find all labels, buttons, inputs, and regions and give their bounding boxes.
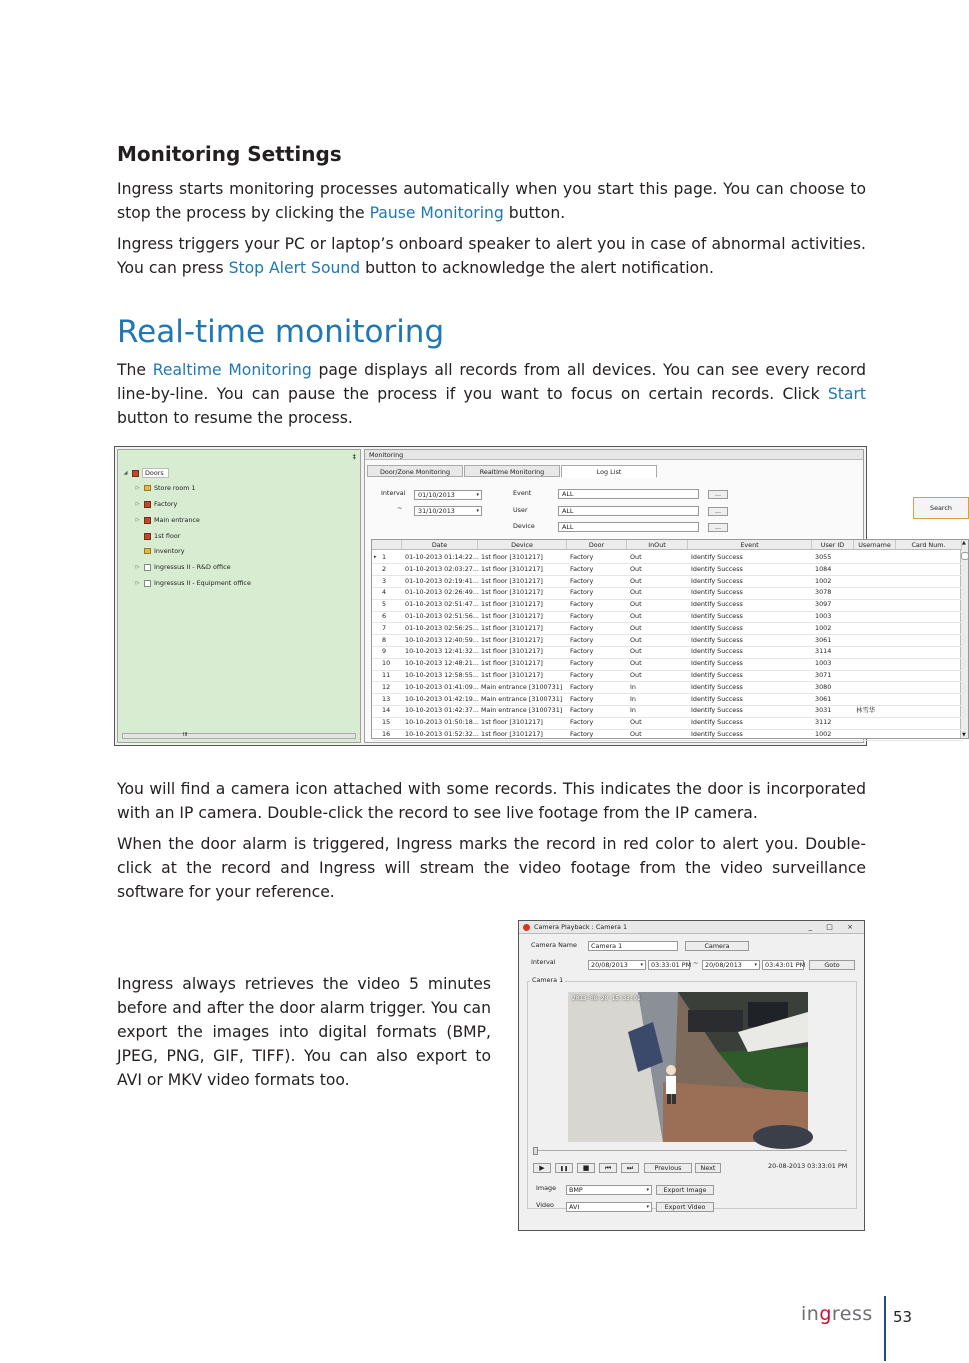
window-controls[interactable]: _ □ × [808, 923, 859, 931]
to-date-field[interactable] [702, 960, 760, 970]
column-header[interactable]: Device [478, 540, 567, 550]
log-list-screenshot [114, 446, 966, 746]
tree-horizontal-scrollbar[interactable] [122, 733, 356, 739]
tree-label: Ingressus II - R&D office [154, 563, 231, 571]
table-cell[interactable]: 13 [382, 694, 391, 703]
paragraph-pause [117, 177, 866, 225]
table-cell[interactable]: 6 [382, 612, 387, 620]
table-cell[interactable]: Identify Success [691, 588, 743, 597]
text: button to resume the process. [117, 409, 353, 427]
paragraph-alert [117, 232, 866, 280]
rewind-icon: ⏮ [604, 1164, 612, 1172]
tree-label: Inventory [154, 547, 185, 555]
table-cell[interactable]: 2 [382, 564, 387, 573]
table-cell[interactable]: 10-10-2013 12:48:21... [405, 659, 479, 668]
table-cell[interactable]: Identify Success [691, 647, 743, 656]
chevron-down-icon[interactable]: ▾ [640, 962, 643, 968]
camera-name-label: Camera Name [531, 941, 577, 949]
table-cell[interactable]: 1st floor [3101217] [481, 623, 543, 632]
table-cell[interactable]: 01-10-2013 02:51:56... [405, 612, 479, 620]
table-cell[interactable]: 10-10-2013 01:41:09... [405, 682, 479, 691]
table-cell[interactable]: Factory [570, 635, 594, 644]
fast-forward-icon: ⏭ [626, 1164, 634, 1172]
table-cell[interactable]: 3061 [815, 694, 832, 703]
table-cell[interactable]: Out [630, 671, 642, 679]
table-cell[interactable]: 林雪华 [856, 706, 876, 715]
user-browse-button[interactable]: ... [708, 507, 728, 516]
event-browse-button[interactable]: ... [708, 490, 728, 499]
chevron-down-icon[interactable]: ▾ [476, 492, 479, 498]
pause-icon: ❚❚ [559, 1166, 569, 1172]
collapse-icon[interactable]: ◢ [123, 470, 128, 476]
table-cell[interactable]: Out [630, 623, 642, 632]
window-titlebar [519, 921, 864, 934]
table-cell[interactable]: Identify Success [691, 635, 743, 644]
table-cell[interactable]: 1st floor [3101217] [481, 588, 543, 597]
device-field[interactable]: ALL [558, 522, 699, 532]
interval-label: Interval [381, 489, 406, 497]
field-value: 31/10/2013 [418, 507, 455, 515]
camera-name-field[interactable]: Camera 1 [588, 941, 678, 951]
table-cell[interactable]: Out [630, 588, 642, 597]
search-button[interactable]: Search [913, 497, 969, 519]
table-cell[interactable]: 1st floor [3101217] [481, 671, 543, 679]
table-cell[interactable]: 10-10-2013 01:52:32... [405, 730, 479, 738]
column-header[interactable]: Date [402, 540, 478, 550]
table-cell[interactable]: 1084 [815, 564, 832, 573]
door-icon [144, 501, 151, 508]
table-cell[interactable]: 10-10-2013 12:58:55... [405, 671, 479, 679]
table-cell[interactable]: 15 [382, 718, 391, 727]
table-cell[interactable]: 1st floor [3101217] [481, 553, 543, 561]
table-cell[interactable]: 1st floor [3101217] [481, 576, 543, 585]
video-footage-image [568, 992, 808, 1142]
table-cell[interactable]: 11 [382, 671, 391, 679]
scroll-thumb[interactable] [961, 552, 969, 560]
tab-door-zone-monitoring[interactable]: Door/Zone Monitoring [367, 465, 463, 477]
interval-from-field[interactable] [414, 490, 482, 500]
tree-item[interactable] [134, 563, 231, 571]
expand-icon[interactable]: ▷ [135, 517, 140, 523]
event-field[interactable]: ALL [558, 489, 699, 499]
table-cell[interactable]: 1st floor [3101217] [481, 647, 543, 656]
table-cell[interactable]: 3071 [815, 671, 832, 679]
table-cell[interactable]: Factory [570, 553, 594, 561]
table-cell[interactable]: Identify Success [691, 612, 743, 620]
image-label: Image [536, 1184, 557, 1192]
paragraph-export: Ingress always retrieves the video 5 minutes before and after the door alarm trigger. You can export the images into digital formats (BMP, JPEG, PNG, GIF, TIFF). You can also export to AVI or MKV video formats too. [117, 975, 491, 1089]
scroll-down-icon[interactable]: ▼ [962, 732, 966, 738]
monitoring-pane [364, 449, 966, 743]
table-cell[interactable]: Out [630, 730, 642, 738]
table-cell[interactable]: 1002 [815, 730, 832, 738]
table-cell[interactable]: Out [630, 564, 642, 573]
scroll-up-icon[interactable]: ▲ [962, 540, 966, 546]
table-cell[interactable]: Factory [570, 576, 594, 585]
camera-video-frame[interactable] [568, 992, 808, 1142]
tree-item[interactable] [134, 500, 177, 508]
table-cell[interactable]: Factory [570, 623, 594, 632]
table-cell[interactable]: Factory [570, 706, 594, 715]
tree-item[interactable] [144, 532, 180, 540]
section-heading: Monitoring Settings [117, 142, 342, 166]
table-cell[interactable]: In [630, 694, 636, 703]
table-cell[interactable]: 01-10-2013 02:03:27... [405, 564, 479, 573]
realtime-monitoring-link: Realtime Monitoring [152, 361, 312, 379]
interval-label: Interval [531, 958, 556, 966]
table-cell[interactable]: Out [630, 647, 642, 656]
table-cell[interactable]: Out [630, 718, 642, 727]
user-label: User [513, 506, 528, 514]
table-cell[interactable]: 01-10-2013 02:19:41... [405, 576, 479, 585]
chevron-down-icon[interactable]: ▾ [646, 1187, 649, 1193]
table-cell[interactable]: 01-10-2013 01:14:22... [405, 553, 479, 561]
tree-label: Store room 1 [154, 484, 196, 492]
paragraph-door-alarm: When the door alarm is triggered, Ingress marks the record in red color to alert you. Double-click at the record and Ingress will stream the video footage from the video surveillance software for your reference. [117, 835, 866, 901]
tree-label: Factory [154, 500, 178, 508]
door-icon [144, 533, 151, 540]
table-cell[interactable]: 3055 [815, 553, 832, 561]
column-header[interactable]: Event [688, 540, 812, 550]
table-cell[interactable]: 1002 [815, 623, 832, 632]
door-icon [144, 580, 151, 587]
column-header[interactable]: User ID [812, 540, 854, 550]
column-header[interactable]: Door [567, 540, 627, 550]
table-cell[interactable]: Factory [570, 600, 594, 609]
from-date-field[interactable] [588, 960, 646, 970]
current-row-marker: ▸ [374, 554, 377, 560]
table-cell[interactable]: 3 [382, 576, 387, 585]
goto-button[interactable]: Goto [809, 960, 855, 970]
table-cell[interactable]: Identify Success [691, 576, 743, 585]
table-cell[interactable]: 5 [382, 600, 387, 609]
table-cell[interactable]: 01-10-2013 02:51:47... [405, 600, 479, 609]
table-cell[interactable]: Main entrance [3100731] [481, 694, 563, 703]
table-cell[interactable]: Identify Success [691, 730, 743, 738]
tree-label: 1st floor [154, 532, 181, 540]
column-header[interactable]: InOut [627, 540, 688, 550]
export-image-button[interactable]: Export Image [656, 1185, 714, 1195]
video-format-select[interactable] [566, 1202, 652, 1212]
tree-label: Main entrance [154, 516, 200, 524]
ingress-logo [801, 1303, 873, 1325]
pause-monitoring-link: Pause Monitoring [369, 204, 504, 222]
folder-icon [144, 485, 151, 491]
expand-icon[interactable]: ▷ [135, 564, 140, 570]
table-cell[interactable]: 10-10-2013 01:50:18... [405, 718, 479, 727]
table-cell[interactable]: 3078 [815, 588, 832, 597]
table-cell[interactable]: Out [630, 659, 642, 668]
log-table [371, 539, 969, 739]
table-cell[interactable]: Factory [570, 659, 594, 668]
table-cell[interactable]: Out [630, 553, 642, 561]
table-cell[interactable]: 1st floor [3101217] [481, 600, 543, 609]
table-cell[interactable]: Identify Success [691, 706, 743, 715]
table-cell[interactable]: Factory [570, 612, 594, 620]
table-cell[interactable]: 1002 [815, 576, 832, 585]
table-cell[interactable]: 1 [382, 553, 387, 561]
table-cell[interactable]: 01-10-2013 02:26:49... [405, 588, 479, 597]
door-icon [144, 564, 151, 571]
table-cell[interactable]: 10-10-2013 01:42:19... [405, 694, 479, 703]
table-cell[interactable]: 3080 [815, 682, 832, 691]
fast-forward-button[interactable] [621, 1163, 639, 1173]
text: button to acknowledge the alert notification. [360, 259, 714, 277]
table-cell[interactable]: Identify Success [691, 553, 743, 561]
table-cell[interactable]: Identify Success [691, 623, 743, 632]
table-cell[interactable]: Factory [570, 730, 594, 738]
table-cell[interactable]: Identify Success [691, 564, 743, 573]
field-value: BMP [569, 1186, 583, 1194]
tree-item[interactable] [134, 484, 196, 492]
expand-icon[interactable]: ▷ [135, 485, 140, 491]
door-icon [132, 470, 139, 477]
paragraph-realtime [117, 358, 866, 430]
user-field[interactable]: ALL [558, 506, 699, 516]
event-label: Event [513, 489, 532, 497]
tree-item[interactable] [134, 516, 200, 524]
table-cell[interactable]: 1st floor [3101217] [481, 612, 543, 620]
interval-tilde: ~ [693, 959, 699, 967]
table-cell[interactable]: 1st floor [3101217] [481, 564, 543, 573]
table-cell[interactable]: Factory [570, 694, 594, 703]
table-cell[interactable]: 3031 [815, 706, 832, 715]
text: Ingress starts monitoring processes automatically when you start this page. You can choose to stop the process by clicking the [117, 180, 866, 222]
table-cell[interactable]: Factory [570, 588, 594, 597]
table-cell[interactable]: 1003 [815, 659, 832, 668]
video-label: Video [536, 1201, 554, 1209]
stop-button[interactable] [577, 1163, 595, 1173]
pane-title: Monitoring [365, 450, 863, 460]
tree-item[interactable] [134, 579, 251, 587]
table-cell[interactable]: 7 [382, 623, 387, 632]
table-cell[interactable]: Factory [570, 564, 594, 573]
table-cell[interactable]: Out [630, 635, 642, 644]
table-cell[interactable]: Identify Success [691, 718, 743, 727]
table-cell[interactable]: In [630, 682, 636, 691]
device-label: Device [513, 522, 535, 530]
table-cell[interactable]: 16 [382, 730, 391, 738]
stop-alert-sound-link: Stop Alert Sound [228, 259, 361, 277]
table-cell[interactable]: Out [630, 612, 642, 620]
device-browse-button[interactable]: ... [708, 523, 728, 532]
table-cell[interactable]: 9 [382, 647, 387, 656]
tree-item[interactable] [144, 547, 185, 555]
text: The [117, 361, 153, 379]
app-icon [523, 924, 530, 931]
video-timestamp-overlay: 2013-08-20 15:33:01 [572, 995, 641, 1002]
table-cell[interactable]: Identify Success [691, 682, 743, 691]
expand-icon[interactable]: ▷ [135, 580, 140, 586]
table-cell[interactable]: 3112 [815, 718, 832, 727]
table-cell[interactable]: 10-10-2013 01:42:37... [405, 706, 479, 715]
page-title: Real-time monitoring [117, 314, 445, 350]
table-cell[interactable]: Out [630, 600, 642, 609]
text: page displays all records from all devices. You can see every record line-by-line. You can pause the process if you want to focus on certain records. Click [117, 361, 866, 403]
table-cell[interactable]: 01-10-2013 02:56:25... [405, 623, 479, 632]
table-cell[interactable]: 10-10-2013 12:40:59... [405, 635, 479, 644]
field-value: 20/08/2013 [705, 961, 742, 969]
interval-to-field[interactable] [414, 506, 482, 516]
camera-button[interactable]: Camera [685, 941, 749, 951]
rewind-button[interactable] [599, 1163, 617, 1173]
table-cell[interactable]: 10 [382, 659, 391, 668]
table-cell[interactable]: Identify Success [691, 694, 743, 703]
start-link: Start [827, 385, 866, 403]
playback-slider-thumb[interactable] [533, 1147, 538, 1155]
tab-log-list[interactable]: Log List [561, 465, 657, 478]
chevron-down-icon[interactable]: ▾ [646, 1204, 649, 1210]
play-button[interactable] [533, 1163, 551, 1173]
table-cell[interactable]: Factory [570, 718, 594, 727]
door-icon [144, 517, 151, 524]
table-cell[interactable]: 1st floor [3101217] [481, 659, 543, 668]
table-cell[interactable]: 1003 [815, 612, 832, 620]
table-cell[interactable]: In [630, 706, 636, 715]
image-format-select[interactable] [566, 1185, 652, 1195]
table-cell[interactable]: 1st floor [3101217] [481, 718, 543, 727]
table-cell[interactable]: 8 [382, 635, 387, 644]
tab-realtime-monitoring[interactable]: Realtime Monitoring [464, 465, 560, 477]
table-cell[interactable]: Identify Success [691, 600, 743, 609]
footer-divider [884, 1296, 886, 1361]
door-tree-panel [117, 449, 361, 743]
logo-text: ress [831, 1303, 873, 1325]
play-icon: ▶ [539, 1164, 545, 1172]
table-cell[interactable]: Out [630, 576, 642, 585]
table-cell[interactable]: Identify Success [691, 659, 743, 668]
table-cell[interactable]: 12 [382, 682, 391, 691]
page-number: 53 [893, 1308, 913, 1326]
text: button. [503, 204, 566, 222]
camera-group-label: Camera 1 [532, 976, 564, 984]
from-time-field[interactable]: 03:33:01 PM [648, 960, 690, 970]
table-cell[interactable]: Factory [570, 647, 594, 656]
next-button[interactable]: Next [695, 1163, 721, 1173]
table-cell[interactable]: 3114 [815, 647, 832, 656]
tree-label: Ingressus II - Equipment office [154, 579, 251, 587]
pin-icon[interactable]: ‡ [352, 453, 356, 461]
expand-icon[interactable]: ▷ [135, 501, 140, 507]
logo-text: g [819, 1303, 832, 1325]
table-cell[interactable]: Factory [570, 671, 594, 679]
paragraph-camera-icon: You will find a camera icon attached with some records. This indicates the door is incorporated with an IP camera. Double-click the record to see live footage from the IP camera. [117, 780, 866, 822]
text: Ingress triggers your PC or laptop’s onboard speaker to alert you in case of abnormal activities. You can press [117, 235, 866, 277]
field-value: 01/10/2013 [418, 491, 455, 499]
column-header[interactable]: Card Num. [896, 540, 962, 550]
table-cell[interactable]: 1st floor [3101217] [481, 635, 543, 644]
field-value: 20/08/2013 [591, 961, 628, 969]
table-cell[interactable]: 3097 [815, 600, 832, 609]
table-cell[interactable]: 4 [382, 588, 387, 597]
table-cell[interactable]: 10-10-2013 12:41:32... [405, 647, 479, 656]
folder-icon [144, 548, 151, 554]
table-cell[interactable]: 3061 [815, 635, 832, 644]
to-time-field[interactable]: 03:43:01 PM [762, 960, 804, 970]
tree-root-doors[interactable] [122, 468, 169, 478]
chevron-down-icon[interactable]: ▾ [476, 508, 479, 514]
column-header[interactable]: Username [854, 540, 896, 550]
playback-slider-track[interactable] [533, 1150, 847, 1151]
window-title: Camera Playback : Camera 1 [534, 923, 628, 931]
pause-button[interactable] [555, 1163, 573, 1173]
table-cell[interactable]: 1st floor [3101217] [481, 730, 543, 738]
chevron-down-icon[interactable]: ▾ [754, 962, 757, 968]
interval-tilde: ~ [397, 504, 403, 512]
logo-text: in [801, 1303, 820, 1325]
table-vertical-scrollbar[interactable] [960, 540, 968, 738]
previous-button[interactable]: Previous [644, 1163, 692, 1173]
table-cell[interactable]: Factory [570, 682, 594, 691]
table-cell[interactable]: Main entrance [3100731] [481, 682, 563, 691]
field-value: AVI [569, 1203, 580, 1211]
camera-playback-screenshot [518, 920, 865, 1231]
playback-timestamp: 20-08-2013 03:33:01 PM [768, 1162, 848, 1170]
tree-label: Doors [142, 468, 169, 478]
table-cell[interactable]: Identify Success [691, 671, 743, 679]
stop-icon: ■ [582, 1164, 590, 1172]
table-cell[interactable]: Main entrance [3100731] [481, 706, 563, 715]
scroll-grip: III [183, 732, 188, 738]
export-video-button[interactable]: Export Video [656, 1202, 714, 1212]
column-header[interactable] [372, 540, 402, 550]
table-cell[interactable]: 14 [382, 706, 391, 715]
